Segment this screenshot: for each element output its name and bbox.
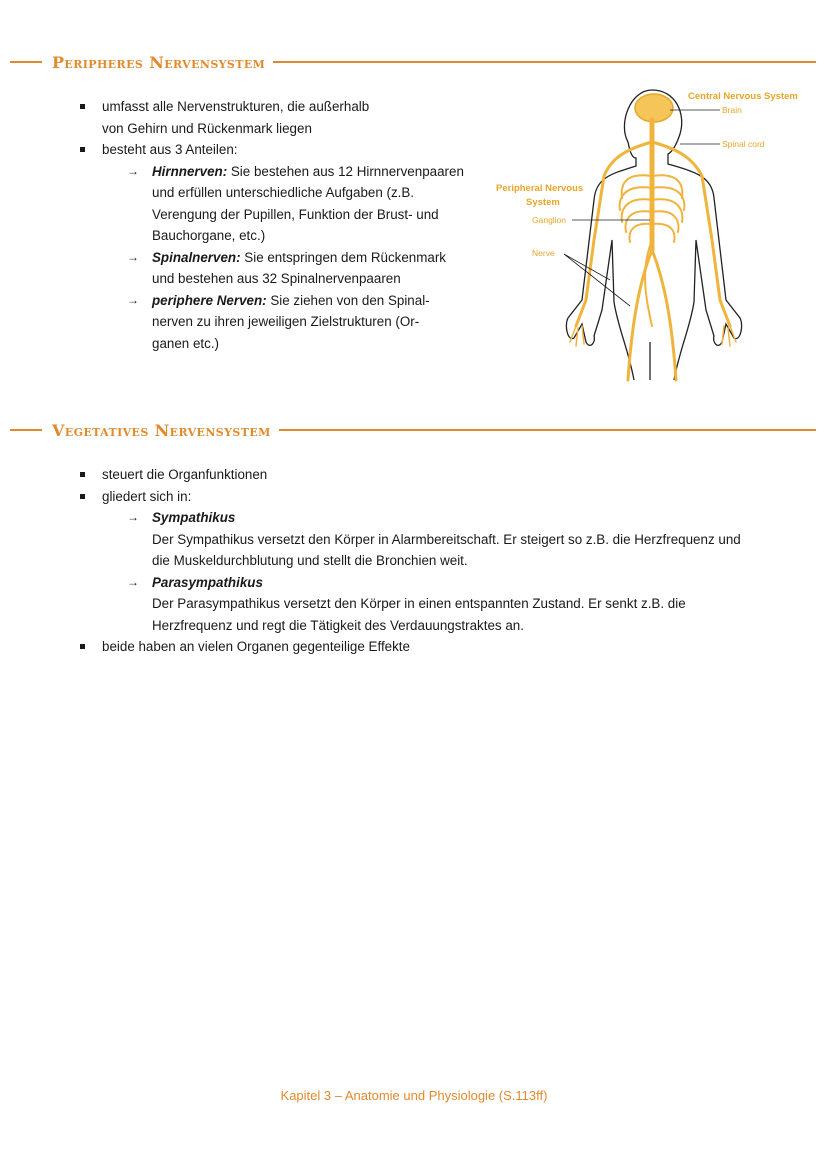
list-item xyxy=(72,139,482,161)
heading-rule-left xyxy=(10,429,42,431)
sub-item-hirnnerven xyxy=(72,161,482,247)
sub-item-sympathikus xyxy=(72,507,792,572)
label-nerve: Nerve xyxy=(532,248,555,258)
sub-item-text: und bestehen aus 32 Spinalnervenpaaren xyxy=(152,271,401,286)
heading-rule-left xyxy=(10,61,42,63)
heading-rule-right xyxy=(273,61,816,63)
heading-rule-right xyxy=(279,429,816,431)
sub-item-periphere-nerven xyxy=(72,290,482,355)
label-cns: Central Nervous System xyxy=(688,91,798,102)
sub-item-text: Der Sympathikus versetzt den Körper in Alarmbereitschaft. Er steigert so z.B. die Herzfrequenz und xyxy=(152,531,741,547)
section-heading-vegetative xyxy=(10,420,816,440)
label-brain: Brain xyxy=(722,105,742,115)
bullet-text-line: steuert die Organfunktionen xyxy=(102,467,268,482)
sub-item-term: Hirnnerven: xyxy=(152,163,228,179)
nervous-system-illustration xyxy=(490,80,815,390)
sub-item-text: und erfüllen unterschiedliche Aufgaben (z.B. xyxy=(152,185,415,200)
arrow-icon: → xyxy=(127,163,139,178)
list-item xyxy=(72,464,792,486)
sub-item-text: Verengung der Pupillen, Funktion der Brust- und xyxy=(152,206,439,222)
sub-item-term: Spinalnerven: xyxy=(152,249,241,265)
section-title: Peripheres Nervensystem xyxy=(52,52,266,72)
brain-shape xyxy=(635,94,673,122)
label-ganglion: Ganglion xyxy=(532,215,567,225)
section-title: Vegetatives Nervensystem xyxy=(52,420,271,440)
sub-item-term: periphere Nerven: xyxy=(152,292,267,308)
list-item xyxy=(72,486,792,508)
sub-item-text: Bauchorgane, etc.) xyxy=(152,228,266,243)
page-footer: Kapitel 3 – Anatomie und Physiologie (S.113ff) xyxy=(280,1088,548,1103)
sub-item-term: Sympathikus xyxy=(152,510,236,525)
label-pns-line1: Peripheral Nervous xyxy=(496,183,584,194)
nervous-system-figure xyxy=(490,80,815,390)
arrow-icon: → xyxy=(127,574,139,589)
label-pns-line2: System xyxy=(526,197,560,208)
section-content-vegetative xyxy=(72,464,792,658)
sub-item-text: Sie ziehen von den Spinal- xyxy=(266,292,430,308)
arrow-icon: → xyxy=(127,510,139,524)
sub-item-text: nerven zu ihren jeweiligen Zielstrukturen (Or- xyxy=(152,314,420,329)
arrow-icon: → xyxy=(127,249,139,264)
section-content-peripheral xyxy=(72,96,482,354)
bullet-text-line: besteht aus 3 Anteilen: xyxy=(102,142,238,157)
list-item xyxy=(72,636,792,658)
section-heading-peripheral xyxy=(10,52,816,72)
bullet-text-line: beide haben an vielen Organen gegenteilige Effekte xyxy=(102,639,410,654)
bullet-text-line: umfasst alle Nervenstrukturen, die außerhalb xyxy=(102,99,370,114)
bullet-text-line: gliedert sich in: xyxy=(102,488,192,504)
sub-item-spinalnerven xyxy=(72,247,482,290)
sub-item-parasympathikus xyxy=(72,572,792,637)
arrow-icon: → xyxy=(127,292,139,307)
sub-item-text: die Muskeldurchblutung und stellt die Bronchien weit. xyxy=(152,553,468,568)
sub-item-term: Parasympathikus xyxy=(152,574,263,590)
bullet-text-line: von Gehirn und Rückenmark liegen xyxy=(102,120,312,136)
sub-item-text: Sie entspringen dem Rückenmark xyxy=(240,249,446,265)
sub-item-text: Der Parasympathikus versetzt den Körper in einen entspannten Zustand. Er senkt z.B. die xyxy=(152,596,686,611)
sub-item-text: Herzfrequenz und regt die Tätigkeit des Verdauungstraktes an. xyxy=(152,617,524,633)
list-item xyxy=(72,96,482,139)
label-spinal-cord: Spinal cord xyxy=(722,139,765,149)
sub-item-text: Sie bestehen aus 12 Hirnnervenpaaren xyxy=(227,163,464,179)
sub-item-text: ganen etc.) xyxy=(152,335,219,351)
